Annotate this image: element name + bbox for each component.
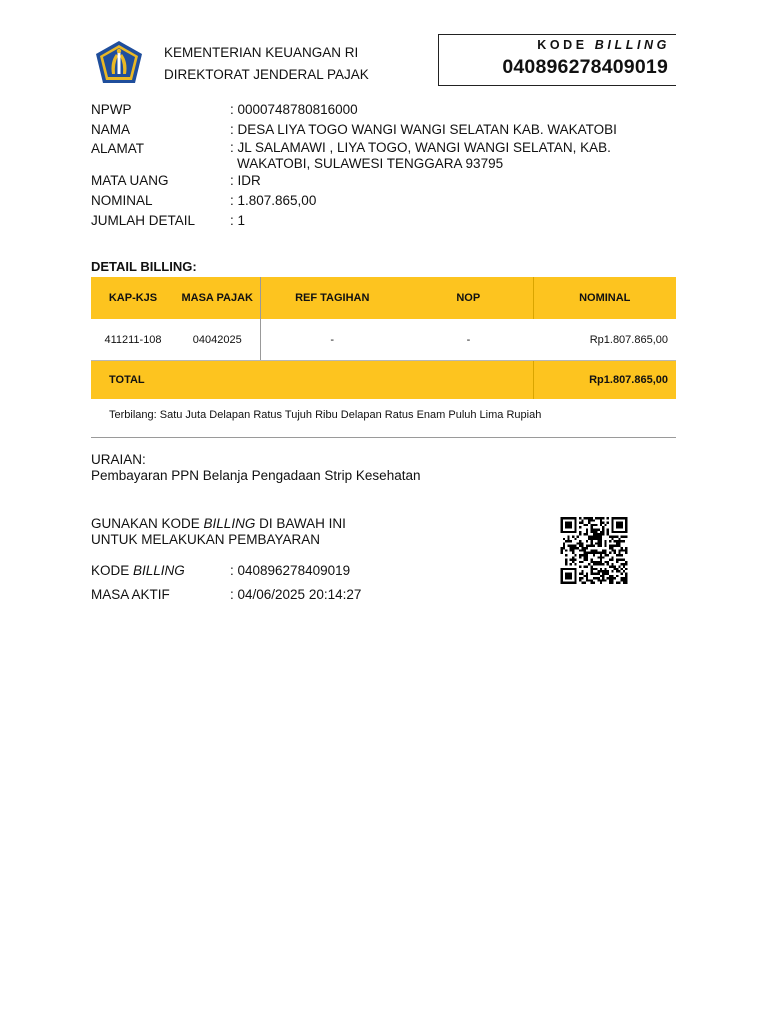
npwp-label: NPWP: [91, 102, 132, 117]
table-header-row: [91, 277, 676, 319]
pay-kode-value: : 040896278409019: [230, 563, 351, 578]
organization-name: [164, 42, 369, 86]
kode-billing-box: [438, 34, 676, 86]
qr-code-icon: [558, 517, 630, 584]
instruction-line-1: [91, 516, 346, 532]
billing-table: [91, 277, 676, 399]
pay-kode-label-italic: BILLING: [133, 563, 185, 578]
mata-uang-label: MATA UANG: [91, 173, 169, 189]
masa-aktif-value: : 04/06/2025 20:14:27: [230, 587, 362, 602]
org-line-ministry: KEMENTERIAN KEUANGAN RI: [164, 45, 359, 60]
cell-ref-tagihan: -: [260, 319, 404, 361]
kemenkeu-logo-icon: [94, 40, 144, 84]
instruction-italic: BILLING: [203, 516, 256, 531]
terbilang-text: Terbilang: Satu Juta Delapan Ratus Tujuh Ribu Delapan Ratus Enam Puluh Lima Rupiah: [109, 409, 542, 421]
instruction-text-b: DI BAWAH INI: [259, 516, 346, 531]
alamat-line-2: WAKATOBI, SULAWESI TENGGARA 93795: [237, 156, 504, 172]
instruction-line-2: UNTUK MELAKUKAN PEMBAYARAN: [91, 532, 321, 547]
table-row: [91, 319, 676, 361]
payment-instruction: [91, 516, 346, 548]
alamat-label: ALAMAT: [91, 141, 145, 157]
alamat-value: [230, 140, 611, 172]
total-value: Rp1.807.865,00: [533, 361, 676, 400]
detail-billing-title: DETAIL BILLING:: [91, 259, 197, 274]
instruction-text-a: GUNAKAN KODE: [91, 516, 200, 531]
npwp-value: : 0000748780816000: [230, 102, 358, 117]
nama-label: NAMA: [91, 121, 131, 137]
header-kap-kjs: KAP-KJS: [91, 277, 175, 319]
cell-nop: -: [404, 319, 533, 361]
org-line-directorate: DIREKTORAT JENDERAL PAJAK: [164, 67, 369, 82]
header-nominal: NOMINAL: [533, 277, 676, 319]
kode-billing-value: 040896278409019: [502, 56, 668, 78]
pay-kode-label: [91, 562, 185, 580]
jumlah-detail-label: JUMLAH DETAIL: [91, 212, 196, 228]
cell-kap-kjs: 411211-108: [91, 319, 175, 361]
header-ref-tagihan: REF TAGIHAN: [260, 277, 404, 319]
jumlah-detail-value: : 1: [230, 212, 246, 228]
cell-nominal: Rp1.807.865,00: [533, 319, 676, 361]
kode-label-prefix: KODE: [537, 38, 588, 52]
uraian-title: URAIAN:: [91, 452, 146, 467]
header-masa-pajak: MASA PAJAK: [175, 277, 260, 319]
uraian-text: Pembayaran PPN Belanja Pengadaan Strip Kesehatan: [91, 468, 421, 483]
total-label: TOTAL: [91, 361, 533, 400]
masa-aktif-label: MASA AKTIF: [91, 587, 170, 602]
table-total-row: [91, 361, 676, 400]
pay-kode-label-a: KODE: [91, 563, 130, 578]
divider: [91, 437, 676, 438]
nominal-label: NOMINAL: [91, 193, 153, 209]
mata-uang-value: : IDR: [230, 173, 261, 189]
cell-masa-pajak: 04042025: [175, 319, 260, 361]
nominal-value: : 1.807.865,00: [230, 193, 317, 209]
header-nop: NOP: [404, 277, 533, 319]
kode-label-italic: BILLING: [594, 38, 670, 52]
kode-billing-label: [537, 38, 670, 52]
alamat-line-1: : JL SALAMAWI , LIYA TOGO, WANGI WANGI SELATAN, KAB.: [230, 140, 611, 156]
nama-value: : DESA LIYA TOGO WANGI WANGI SELATAN KAB. WAKATOBI: [230, 121, 617, 137]
